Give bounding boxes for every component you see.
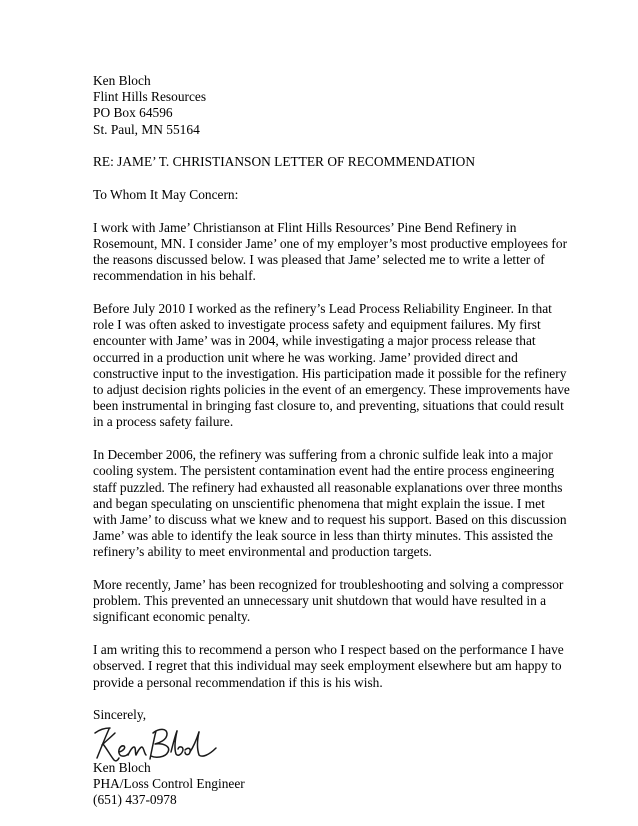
handwritten-signature (93, 726, 553, 760)
paragraph-line: Before July 2010 I worked as the refinery’s Lead Process Reliability Engineer. In that (93, 301, 552, 317)
paragraph-line: role I was often asked to investigate process safety and equipment failures. My first (93, 317, 541, 333)
signer-block (93, 760, 553, 809)
paragraph-line: refinery’s ability to meet environmental and production targets. (93, 544, 432, 560)
paragraph-line: been instrumental in bringing fast closure to, and preventing, situations that could result (93, 398, 564, 414)
paragraph-line: with Jame’ to discuss what we knew and to request his support. Based on this discussion (93, 511, 567, 527)
paragraph-4 (93, 577, 564, 626)
salutation (93, 187, 553, 203)
paragraph-line: problem. This prevented an unnecessary unit shutdown that would have resulted in a (93, 593, 547, 609)
paragraph-2 (93, 301, 570, 431)
paragraph-line: the reasons discussed below. I was pleased that Jame’ selected me to write a letter of (93, 252, 545, 268)
signature-graphic (93, 724, 218, 764)
letter-body (93, 73, 570, 808)
sender-company: Flint Hills Resources (93, 89, 207, 105)
paragraph-line: More recently, Jame’ has been recognized for troubleshooting and solving a compressor (93, 577, 564, 593)
sender-name: Ken Bloch (93, 73, 151, 88)
paragraph-line: Rosemount, MN. I consider Jame’ one of my employer’s most productive employees for (93, 235, 568, 251)
paragraph-line: significant economic penalty. (93, 609, 251, 625)
paragraph-line: constructive input to the investigation. His participation made it possible for the refinery (93, 365, 567, 381)
closing (93, 707, 553, 723)
paragraph-line: staff puzzled. The refinery had exhausted all reasonable explanations over three months (93, 479, 563, 495)
closing-text: Sincerely, (93, 707, 147, 723)
sender-po-box: PO Box 64596 (93, 105, 173, 121)
sender-address (93, 73, 553, 138)
paragraph-line: and began speculating on unscientific phenomena that might explain the issue. I met (93, 495, 545, 511)
paragraph-1 (93, 219, 568, 285)
paragraph-3 (93, 447, 567, 560)
paragraph-line: cooling system. The persistent contamination event had the entire process engineering (93, 463, 555, 479)
paragraph-line: occurred in a production unit where he was working. Jame’ provided direct and (93, 349, 518, 365)
paragraph-5 (93, 642, 564, 691)
paragraph-line: encounter with Jame’ was in 2004, while investigating a major process release that (93, 333, 536, 349)
sender-city-state-zip: St. Paul, MN 55164 (93, 121, 200, 137)
signer-name: Ken Bloch (93, 759, 151, 775)
salutation-text: To Whom It May Concern: (93, 187, 239, 203)
paragraph-line: I am writing this to recommend a person who I respect based on the performance I have (93, 642, 564, 658)
signer-title: PHA/Loss Control Engineer (93, 775, 245, 791)
subject-text: RE: JAME’ T. CHRISTIANSON LETTER OF RECOMMENDATION (93, 154, 476, 170)
signer-phone: (651) 437-0978 (93, 791, 177, 807)
paragraph-line: Jame’ was able to identify the leak source in less than thirty minutes. This assisted the (93, 528, 553, 544)
paragraph-line: in a process safety failure. (93, 414, 234, 430)
paragraph-line: recommendation in his behalf. (93, 268, 256, 284)
paragraph-line: observed. I regret that this individual may seek employment elsewhere but am happy to (93, 658, 562, 674)
paragraph-line: provide a personal recommendation if this is his wish. (93, 674, 383, 690)
subject-line (93, 154, 553, 170)
paragraph-line: In December 2006, the refinery was suffering from a chronic sulfide leak into a major (93, 447, 553, 463)
paragraph-line: to adjust decision rights policies in the event of an emergency. These improvements have (93, 382, 570, 398)
paragraph-line: I work with Jame’ Christianson at Flint Hills Resources’ Pine Bend Refinery in (93, 219, 517, 235)
